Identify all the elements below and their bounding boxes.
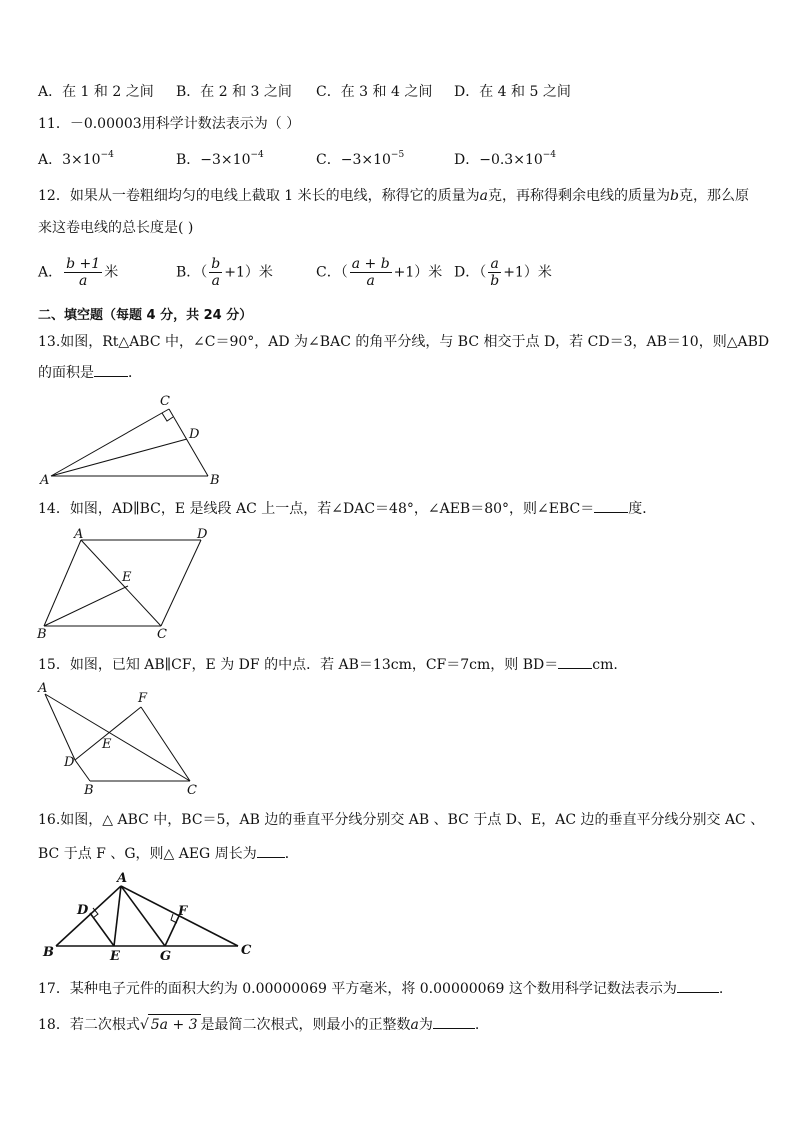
answer-blank[interactable] (433, 1014, 475, 1029)
q12-option-a: A． $\frac{b +1}{a}$ 米 (38, 256, 119, 289)
segment-ad (45, 694, 75, 760)
answer-blank[interactable] (257, 843, 285, 858)
label-c: C (187, 783, 197, 798)
q11-option-a: A．$3\times 10^{-4}$ (38, 150, 114, 168)
answer-blank[interactable] (94, 362, 128, 377)
q13-stem-line2: 的面积是 ． (38, 362, 142, 383)
q15-figure (34, 680, 214, 798)
segment-ac (81, 540, 161, 626)
q10-option-a: A．在 1 和 2 之间 (38, 84, 154, 100)
radical-sign-icon: √ (139, 1017, 149, 1033)
segment-db (75, 760, 90, 781)
q13-stem: 13.如图，Rt△ABC 中，∠C＝90°，AD 为∠BAC 的角平分线，与 BC 相交于点 D，若 CD＝3，AB＝10，则△ABD (38, 334, 770, 350)
label-c: C (157, 627, 167, 642)
label-e: E (122, 570, 132, 585)
q14-stem: 14．如图，AD∥BC，E 是线段 AC 上一点，若∠DAC＝48°，∠AEB＝80°，则∠EBC＝ 度． (38, 498, 656, 519)
q11-stem: 11．－0.00003用科学计数法表示为（ ） (38, 116, 301, 132)
q13-figure (36, 392, 226, 486)
right-angle-mark (162, 413, 173, 421)
answer-blank[interactable] (558, 654, 592, 669)
segment-ac (51, 409, 169, 476)
q16-stem-line2: BC 于点 F 、G，则△ AEG 周长为 ． (38, 843, 299, 864)
segment-ag (121, 886, 165, 946)
label-d: D (197, 527, 208, 542)
fraction: $\frac{a + b}{a}$ (351, 256, 390, 289)
label-c: C (160, 394, 170, 409)
label-e: E (110, 949, 120, 962)
label-a: A (40, 473, 50, 486)
q18-stem: 18．若二次根式√ 5a + 3 是最简二次根式，则最小的正整数a为 . (38, 1014, 479, 1035)
section-title: 二、填空题（每题 4 分，共 24 分） (38, 308, 253, 323)
q10-option-b: B．在 2 和 3 之间 (176, 84, 292, 100)
q11-option-b: B．$-3\times 10^{-4}$ (176, 150, 264, 168)
q12-option-d: D．（ $\frac{a}{b}$ +1）米 (454, 256, 552, 289)
q12-option-c: C．（ $\frac{a + b}{a}$ +1）米 (316, 256, 443, 289)
q11-option-c: C．$-3\times 10^{-5}$ (316, 150, 405, 168)
q11-option-d: D．$-0.3\times 10^{-4}$ (454, 150, 557, 168)
q12-stem: 12．如果从一卷粗细均匀的电线上截取 1 米长的电线，称得它的质量为a克，再称得剩余电线的质量为b克，那么原 (38, 188, 749, 204)
segment-be (44, 586, 128, 626)
q16-stem: 16.如图，△ ABC 中，BC＝5，AB 边的垂直平分线分别交 AB 、BC 于点 D、E，AC 边的垂直平分线分别交 AC 、 (38, 812, 765, 828)
segment-ab (44, 540, 81, 626)
segment-df (75, 707, 141, 760)
q16-figure (36, 868, 256, 962)
label-a: A (74, 527, 84, 542)
label-b: B (37, 627, 47, 642)
label-f: F (138, 691, 148, 706)
label-d: D (189, 427, 200, 442)
segment-ae (114, 886, 121, 946)
segment-fc (141, 707, 190, 781)
answer-blank[interactable] (677, 978, 719, 993)
fraction: $\frac{b +1}{a}$ (66, 256, 101, 289)
segment-dc (161, 540, 201, 626)
fraction: $\frac{a}{b}$ (490, 256, 500, 289)
segment-ab (56, 886, 121, 946)
label-b: B (210, 473, 220, 486)
segment-ad (51, 439, 187, 476)
label-a: A (117, 871, 128, 886)
label-c: C (241, 943, 252, 958)
label-b: B (84, 783, 94, 798)
label-f: F (178, 904, 188, 919)
q15-stem: 15．如图，已知 AB∥CF，E 为 DF 的中点．若 AB＝13cm，CF＝7cm，则 BD＝ cm. (38, 654, 618, 675)
q10-option-d: D．在 4 和 5 之间 (454, 84, 571, 100)
label-g: G (160, 949, 172, 962)
fraction: $\frac{b}{a}$ (211, 256, 221, 289)
q12-stem-line2: 来这卷电线的总长度是( ) (38, 220, 194, 236)
answer-blank[interactable] (594, 498, 628, 513)
q14-figure (36, 526, 216, 644)
label-b: B (43, 945, 54, 960)
q12-option-b: B．（ $\frac{b}{a}$ +1）米 (176, 256, 273, 289)
label-d: D (77, 903, 89, 918)
q17-stem: 17．某种电子元件的面积大约为 0.00000069 平方毫米，将 0.00000069 这个数用科学记数法表示为 . (38, 978, 723, 999)
q10-option-c: C．在 3 和 4 之间 (316, 84, 433, 100)
label-d: D (64, 755, 75, 770)
label-a: A (38, 681, 48, 696)
label-e: E (102, 737, 112, 752)
